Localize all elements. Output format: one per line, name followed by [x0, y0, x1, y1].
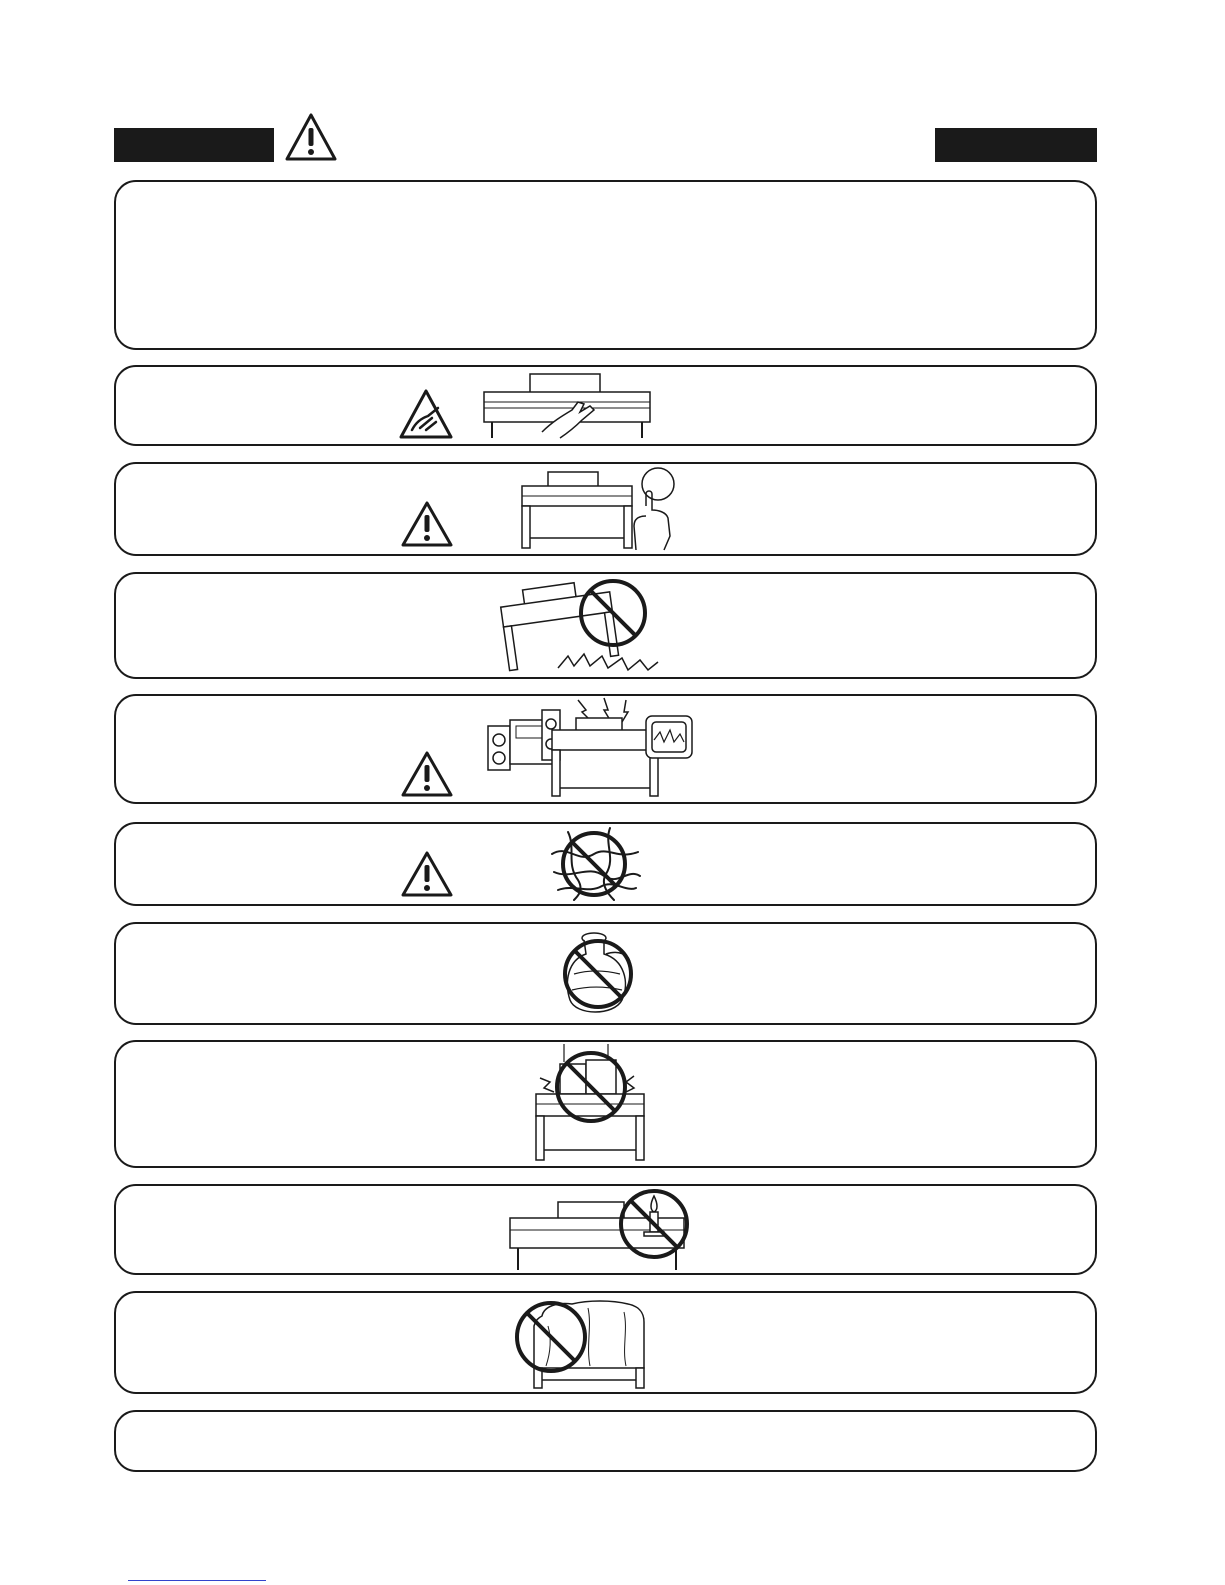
- stereo-and-tv-illustration: [486, 696, 698, 800]
- warning-triangle-icon: [400, 750, 454, 798]
- prohibited-icon: [514, 1300, 588, 1374]
- prohibited-icon: [560, 830, 628, 898]
- final-note-panel: [114, 1410, 1097, 1472]
- hand-on-keys-illustration: [482, 372, 654, 440]
- prohibited-icon: [554, 1050, 628, 1124]
- header-left-tab: [114, 128, 274, 162]
- footer-link-underline: [128, 1580, 266, 1581]
- prohibited-icon: [578, 578, 648, 648]
- prohibited-icon: [618, 1188, 690, 1260]
- header-right-tab: [935, 128, 1097, 162]
- prohibited-icon: [562, 938, 634, 1010]
- warning-triangle-icon: [400, 500, 454, 548]
- pinch-hazard-icon: [398, 388, 454, 440]
- warning-triangle-icon: [400, 850, 454, 898]
- intro-panel: [114, 180, 1097, 350]
- warning-triangle-icon: [284, 112, 338, 162]
- finger-pointing-illustration: [518, 466, 686, 552]
